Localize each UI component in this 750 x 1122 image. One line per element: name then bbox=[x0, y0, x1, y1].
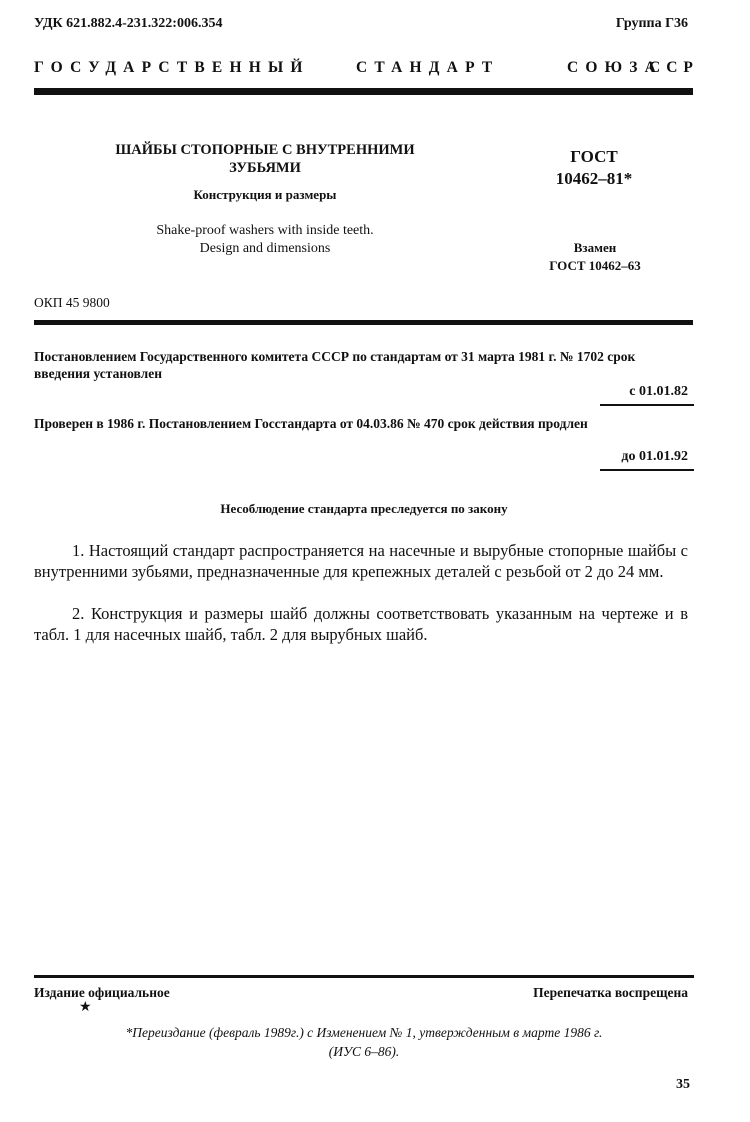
english-title-line-2: Design and dimensions bbox=[199, 241, 331, 256]
title-line-2: ЗУБЬЯМИ bbox=[229, 160, 301, 176]
extension-date: до 01.01.92 bbox=[621, 449, 688, 464]
introduction-date-underline bbox=[600, 404, 694, 406]
footer-rule bbox=[34, 975, 694, 978]
udk-code: УДК 621.882.4-231.322:006.354 bbox=[34, 16, 223, 31]
document-title bbox=[85, 141, 445, 177]
reissue-note bbox=[34, 1023, 694, 1061]
document-subtitle: Конструкция и размеры bbox=[193, 187, 337, 202]
extension-text: Проверен в 1986 г. Постановлением Госстандарта от 04.03.86 № 470 срок действия продлен bbox=[34, 416, 588, 431]
replaces-block bbox=[520, 239, 670, 275]
reissue-note-line-1: *Переиздание (февраль 1989г.) с Изменением № 1, утвержденным в марте 1986 г. bbox=[125, 1025, 603, 1040]
english-title bbox=[85, 222, 445, 258]
paragraph-2: 2. Конструкция и размеры шайб должны соответствовать указанным на чертеже и в табл. 1 для насечных шайб, табл. 2 для вырубных шайб. bbox=[34, 604, 688, 644]
section-thick-rule bbox=[34, 320, 693, 325]
replaces-label: Взамен bbox=[573, 240, 617, 255]
group-code: Группа Г36 bbox=[615, 16, 688, 31]
introduction-date: с 01.01.82 bbox=[629, 384, 688, 399]
gost-label: ГОСТ bbox=[570, 147, 618, 166]
gost-number: 10462–81* bbox=[555, 169, 633, 188]
header-thick-rule bbox=[34, 88, 693, 95]
official-edition-label: Издание официальное bbox=[34, 985, 170, 1000]
heading-word-standard: СТАНДАРТ bbox=[356, 59, 500, 76]
english-title-line-1: Shake-proof washers with inside teeth. bbox=[156, 223, 374, 238]
title-line-1: ШАЙБЫ СТОПОРНЫЕ С ВНУТРЕННИМИ bbox=[115, 142, 415, 158]
gost-number-block bbox=[530, 146, 658, 190]
heading-word-state: ГОСУДАРСТВЕННЫЙ bbox=[34, 59, 310, 76]
okp-code: ОКП 45 9800 bbox=[34, 295, 110, 310]
paragraph-1: 1. Настоящий стандарт распространяется на насечные и вырубные стопорные шайбы с внутренними зубьями, предназначенные для крепежных деталей с резьбой от 2 до 24 мм. bbox=[34, 541, 688, 581]
page-number: 35 bbox=[676, 1077, 690, 1092]
star-icon: ★ bbox=[79, 1000, 92, 1015]
reprint-prohibited-label: Перепечатка воспрещена bbox=[533, 985, 688, 1000]
replaces-value: ГОСТ 10462–63 bbox=[549, 258, 641, 273]
decree-text: Постановлением Государственного комитета СССР по стандартам от 31 марта 1981 г. № 1702 срок введения установлен bbox=[34, 349, 636, 381]
heading-word-union: СОЮЗА bbox=[567, 59, 664, 76]
extension-date-underline bbox=[600, 469, 694, 471]
reissue-note-line-2: (ИУС 6–86). bbox=[328, 1044, 400, 1059]
legal-warning: Несоблюдение стандарта преследуется по закону bbox=[220, 501, 508, 516]
heading-word-ussr: ССР bbox=[649, 59, 699, 76]
